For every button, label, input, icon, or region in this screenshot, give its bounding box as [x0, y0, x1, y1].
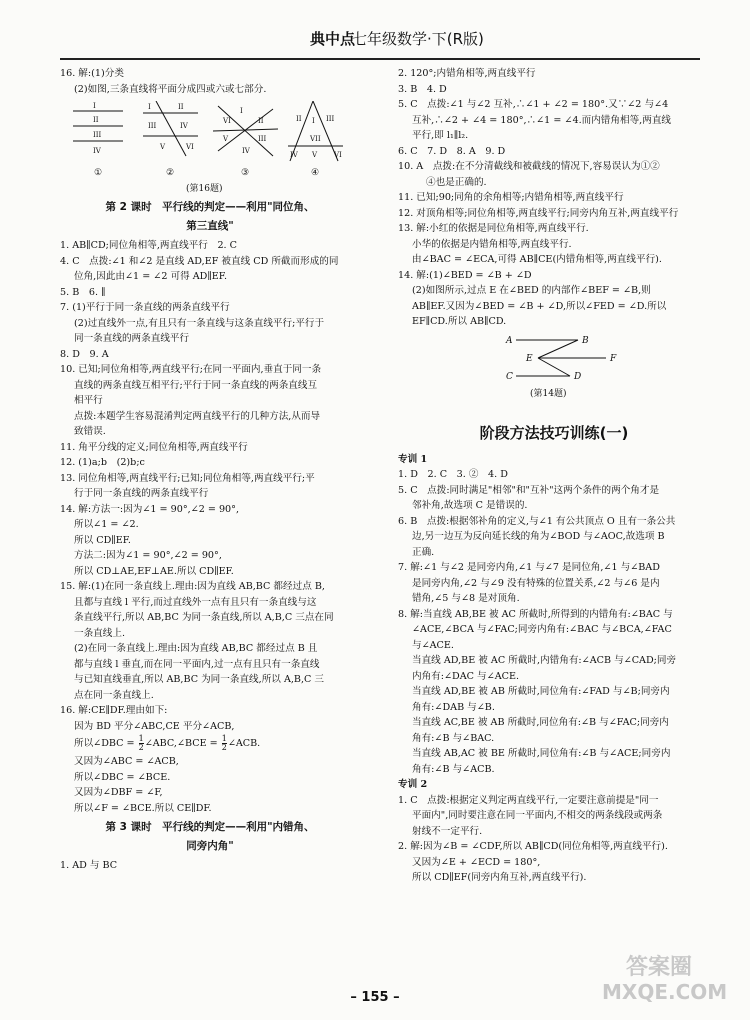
fraction-text: ∠ACB. [227, 738, 261, 749]
answer-line: 相平行 [74, 395, 103, 406]
fig16-region-label: IV [93, 147, 101, 155]
answer-line: 1. AB∥CD;同位角相等,两直线平行 2. C [60, 240, 238, 251]
lesson3-title-line: 第 3 课时 平行线的判定——利用"内错角、 [105, 821, 315, 833]
answer-line: 是同旁内角,∠2 与∠9 没有特殊的位置关系,∠2 与∠6 是内 [412, 577, 660, 589]
answer-line: 4. C 点拨:∠1 和∠2 是直线 AD,EF 被直线 CD 所截而形成的同 [60, 255, 339, 267]
answer-line: 1. AD 与 BC [60, 860, 118, 871]
left-column [60, 66, 360, 874]
answer-line: 12. (1)a;b (2)b;c [60, 457, 145, 468]
answer-line: ④也是正确的. [426, 176, 487, 188]
answer-line: 13. 同位角相等,两直线平行;已知;同位角相等,两直线平行;平 [60, 472, 315, 484]
answer-line: 5. C 点拨:∠1 与∠2 互补,∴∠1 + ∠2 = 180°.又∵∠2 与∠4 [398, 99, 669, 110]
answer-line: 12. 对顶角相等;同位角相等,两直线平行;同旁内角互补,两直线平行 [398, 207, 679, 219]
answer-line: ∠ACE,∠BCA 与∠FAC;同旁内角有:∠BAC 与∠BCA,∠FAC [412, 624, 672, 635]
fig16-region-label: V [160, 143, 166, 151]
watermark-url: MXQE.COM [602, 980, 728, 1004]
answer-line: 行于同一条直线的两条直线平行 [74, 488, 209, 499]
fraction-half [222, 735, 227, 752]
answer-line: 一条直线上. [74, 627, 126, 639]
fig16-sublabel: ④ [311, 168, 320, 178]
answer-line: 互补,∴∠2 + ∠4 = 180°,∴∠1 = ∠4.而内错角相等,两直线 [412, 114, 672, 126]
fig16-sublabel: ② [166, 168, 175, 178]
answer-line: 直线的两条直线互相平行;平行于同一条直线的两条直线互 [74, 379, 318, 391]
answer-line: 所以∠DBC = ∠BCE. [74, 771, 171, 783]
lesson3-title-line: 同旁内角" [186, 840, 234, 852]
fig16-region-label: V [312, 151, 318, 159]
fig16-region-label: II [296, 115, 302, 123]
answer-line: (2)在同一条直线上.理由:因为直线 AB,BC 都经过点 B 且 [74, 643, 318, 654]
fig16-region-label: III [93, 131, 102, 139]
answer-line: 点在同一条直线上. [74, 689, 154, 701]
answer-line: 边,另一边互为反向延长线的角为∠BOD 与∠AOC,故选项 B [412, 531, 665, 542]
answer-line: 角有:∠B 与∠ACB. [412, 763, 495, 775]
header-title: 七年级数学·下(R版) [352, 30, 484, 48]
answer-line: 角有:∠B 与∠BAC. [412, 732, 495, 744]
lesson2-title [60, 198, 360, 236]
answer-line: 所以∠1 = ∠2. [74, 519, 139, 530]
answer-line: (2)如图所示,过点 E 在∠BED 的内部作∠BEF = ∠B,则 [412, 285, 651, 296]
fig16-region-label: IV [180, 122, 188, 130]
answer-line: 6. B 点拨:根据邻补角的定义,与∠1 有公共顶点 O 且有一条公共 [398, 515, 676, 527]
answer-line: 8. D 9. A [60, 348, 109, 360]
answer-line: 邻补角,故选项 C 是错误的. [412, 500, 528, 511]
fig16-sublabel: ③ [241, 168, 250, 178]
lesson3-title [60, 818, 360, 856]
answer-line: 同一条直线的两条直线平行 [74, 333, 190, 344]
answer-line: 平行,即 l₁∥l₂. [412, 130, 469, 141]
fig14-label-f: F [610, 353, 617, 364]
page-number: – 155 – [350, 990, 400, 1005]
fig14-line-ed [538, 358, 570, 376]
answer-line: 7. (1)平行于同一条直线的两条直线平行 [60, 302, 230, 313]
answer-line: 1. D 2. C 3. ② 4. D [398, 469, 508, 480]
fig16-region-label: III [258, 135, 267, 143]
fig16-region-label: I [148, 103, 151, 111]
answer-line: EF∥CD.所以 AB∥CD. [412, 316, 507, 327]
answer-line: 所以 CD∥EF. [74, 534, 131, 546]
fraction-denominator: 2 [138, 743, 144, 752]
answer-line: 位角,因此由∠1 = ∠2 可得 AD∥EF. [74, 271, 227, 282]
answer-line: 所以 CD∥EF(同旁内角互补,两直线平行). [412, 872, 587, 883]
answer-line: 当直线 AD,BE 被 AC 所截时,内错角有:∠ACB 与∠CAD;同旁 [412, 655, 677, 666]
right-column [398, 66, 710, 886]
lesson2-title-line: 第 2 课时 平行线的判定——利用"同位角、 [105, 201, 315, 213]
fig16-region-label: I [312, 117, 315, 125]
lesson2-title-line: 第三直线" [186, 220, 234, 232]
q16-line: 16. 解:(1)分类 [60, 68, 124, 79]
answer-line: 16. 解:CE∥DF.理由如下: [60, 705, 168, 716]
fig16-region-label: IV [290, 151, 298, 159]
fraction-numerator: 1 [138, 734, 144, 743]
fig16-caption: (第16题) [186, 184, 223, 194]
fig16-region-label: VII [310, 135, 321, 143]
answer-line: 当直线 AC,BE 被 AB 所截时,同位角有:∠B 与∠FAC;同旁内 [412, 717, 669, 728]
answer-line: 角有:∠DAB 与∠B. [412, 701, 495, 713]
fig14-caption: (第14题) [530, 388, 567, 399]
fig16-region-label: VI [334, 151, 342, 159]
fig16-region-label: II [258, 117, 264, 125]
answer-line: 与已知直线垂直,所以 AB,BC 为同一条直线,所以 A,B,C 三 [74, 674, 324, 685]
answer-line: 10. 已知;同位角相等,两直线平行;在同一平面内,垂直于同一条 [60, 364, 322, 375]
answer-line: 小华的依据是内错角相等,两直线平行. [412, 238, 572, 250]
fig14-label-d: D [574, 371, 582, 382]
answer-line: 3. B 4. D [398, 83, 447, 95]
answer-line: 平面内",同时要注意在同一平面内,不相交的两条线段或两条 [412, 810, 663, 821]
brand-logo: 典中点 [310, 30, 356, 48]
answer-line: 14. 解:(1)∠BED = ∠B + ∠D [398, 269, 532, 281]
answer-line-fraction [60, 734, 360, 754]
answer-line: 2. 120°;内错角相等,两直线平行 [398, 68, 536, 79]
fig16-sublabel: ① [94, 168, 103, 178]
answer-line: 与∠ACE. [412, 639, 454, 651]
answer-line: 条直线平行,所以 AB,BC 为同一条直线,所以 A,B,C 三点在同 [74, 612, 334, 623]
answer-line: 7. 解:∠1 与∠2 是同旁内角,∠1 与∠7 是同位角,∠1 与∠BAD [398, 562, 660, 573]
answer-line: 当直线 AD,BE 被 AB 所截时,同位角有:∠FAD 与∠B;同旁内 [412, 686, 670, 697]
fig16-region-label: I [93, 102, 96, 110]
answer-line: 由∠BAC = ∠ECA,可得 AB∥CE(内错角相等,两直线平行). [412, 254, 662, 265]
answer-line: 5. B 6. ∥ [60, 286, 106, 298]
section-title: 阶段方法技巧训练(一) [479, 423, 629, 442]
answer-line: 又因为∠DBF = ∠F, [74, 787, 163, 798]
fig14-label-c: C [506, 371, 513, 382]
answer-line: 2. 解:因为∠B = ∠CDF,所以 AB∥CD(同位角相等,两直线平行). [398, 841, 668, 852]
fig14-label-a: A [506, 335, 513, 346]
answer-line: AB∥EF.又因为∠BED = ∠B + ∠D,所以∠FED = ∠D.所以 [412, 300, 667, 312]
figure-14 [498, 334, 628, 412]
fig14-line-be [538, 340, 578, 358]
answer-line: 11. 已知;90;同角的余角相等;内错角相等,两直线平行 [398, 192, 624, 203]
header-rule [60, 58, 700, 60]
page-header [0, 18, 750, 58]
answer-line: 15. 解:(1)在同一条直线上.理由:因为直线 AB,BC 都经过点 B, [60, 581, 325, 592]
fraction-numerator: 1 [221, 734, 227, 743]
fig16-region-label: VI [186, 143, 194, 151]
answer-line: 都与直线 l 垂直,而在同一平面内,过一点有且只有一条直线 [74, 658, 320, 670]
answer-line: 因为 BD 平分∠ABC,CE 平分∠ACB, [74, 720, 235, 732]
answer-line: 1. C 点拨:根据定义判定两直线平行,一定要注意前提是"同一 [398, 794, 659, 806]
fraction-denominator: 2 [221, 743, 227, 752]
training-heading: 专训 2 [398, 779, 428, 790]
answer-line: 8. 解:当直线 AB,BE 被 AC 所截时,所得到的内错角有:∠BAC 与 [398, 608, 673, 620]
fraction-text: 所以∠DBC = [74, 738, 138, 749]
fig14-label-e: E [526, 353, 533, 364]
answer-line: 13. 解:小红的依据是同位角相等,两直线平行. [398, 223, 589, 234]
answer-line: 11. 角平分线的定义;同位角相等,两直线平行 [60, 441, 248, 453]
answer-line: 又因为∠ABC = ∠ACB, [74, 756, 179, 767]
fig16-region-label: II [93, 116, 99, 124]
answer-line: 所以∠F = ∠BCE.所以 CE∥DF. [74, 802, 212, 814]
fraction-text: ∠ABC,∠BCE = [144, 738, 221, 749]
fig14-label-b: B [582, 335, 589, 346]
answer-line: 当直线 AB,AC 被 BE 所截时,同位角有:∠B 与∠ACE;同旁内 [412, 748, 671, 759]
q16-line: (2)如图,三条直线将平面分成四或六或七部分. [74, 83, 267, 95]
answer-line: 又因为∠E + ∠ECD = 180°, [412, 856, 541, 868]
answer-line: 内角有:∠DAC 与∠ACE. [412, 670, 520, 682]
answer-line: 致错误. [74, 426, 106, 437]
fraction-half [139, 735, 144, 752]
training-heading: 专训 1 [398, 453, 428, 465]
answer-line: 5. C 点拨:同时满足"相邻"和"互补"这两个条件的两个角才是 [398, 484, 660, 496]
figure-16 [68, 101, 348, 196]
answer-line: 点拨:本题学生容易混淆判定两直线平行的几种方法,从而导 [74, 410, 321, 422]
answer-line: 正确. [412, 546, 435, 558]
answer-line: 所以 CD⊥AE,EF⊥AE.所以 CD∥EF. [74, 565, 234, 577]
fig16-region-label: III [326, 115, 335, 123]
fig16-region-label: II [178, 103, 184, 111]
fig16-region-label: IV [242, 147, 250, 155]
fig16-region-label: V [223, 135, 229, 143]
fig16-region-label: I [240, 107, 243, 115]
watermark-text: 答案圈 [626, 955, 693, 980]
answer-line: 错角,∠5 与∠8 是对顶角. [412, 593, 520, 604]
answer-line: 且都与直线 l 平行,而过直线外一点有且只有一条直线与这 [74, 596, 317, 608]
answer-line: 方法二:因为∠1 = 90°,∠2 = 90°, [74, 550, 222, 561]
fig16-region-label: III [148, 122, 157, 130]
answer-line: 14. 解:方法一:因为∠1 = 90°,∠2 = 90°, [60, 503, 240, 515]
answer-line: 6. C 7. D 8. A 9. D [398, 145, 506, 157]
answer-line: (2)过直线外一点,有且只有一条直线与这条直线平行;平行于 [74, 317, 325, 329]
answer-line: 射线不一定平行. [412, 825, 483, 837]
answer-line: 10. A 点拨:在不分清截线和被截线的情况下,容易误认为①② [398, 161, 660, 172]
fig16-region-label: VI [223, 117, 231, 125]
